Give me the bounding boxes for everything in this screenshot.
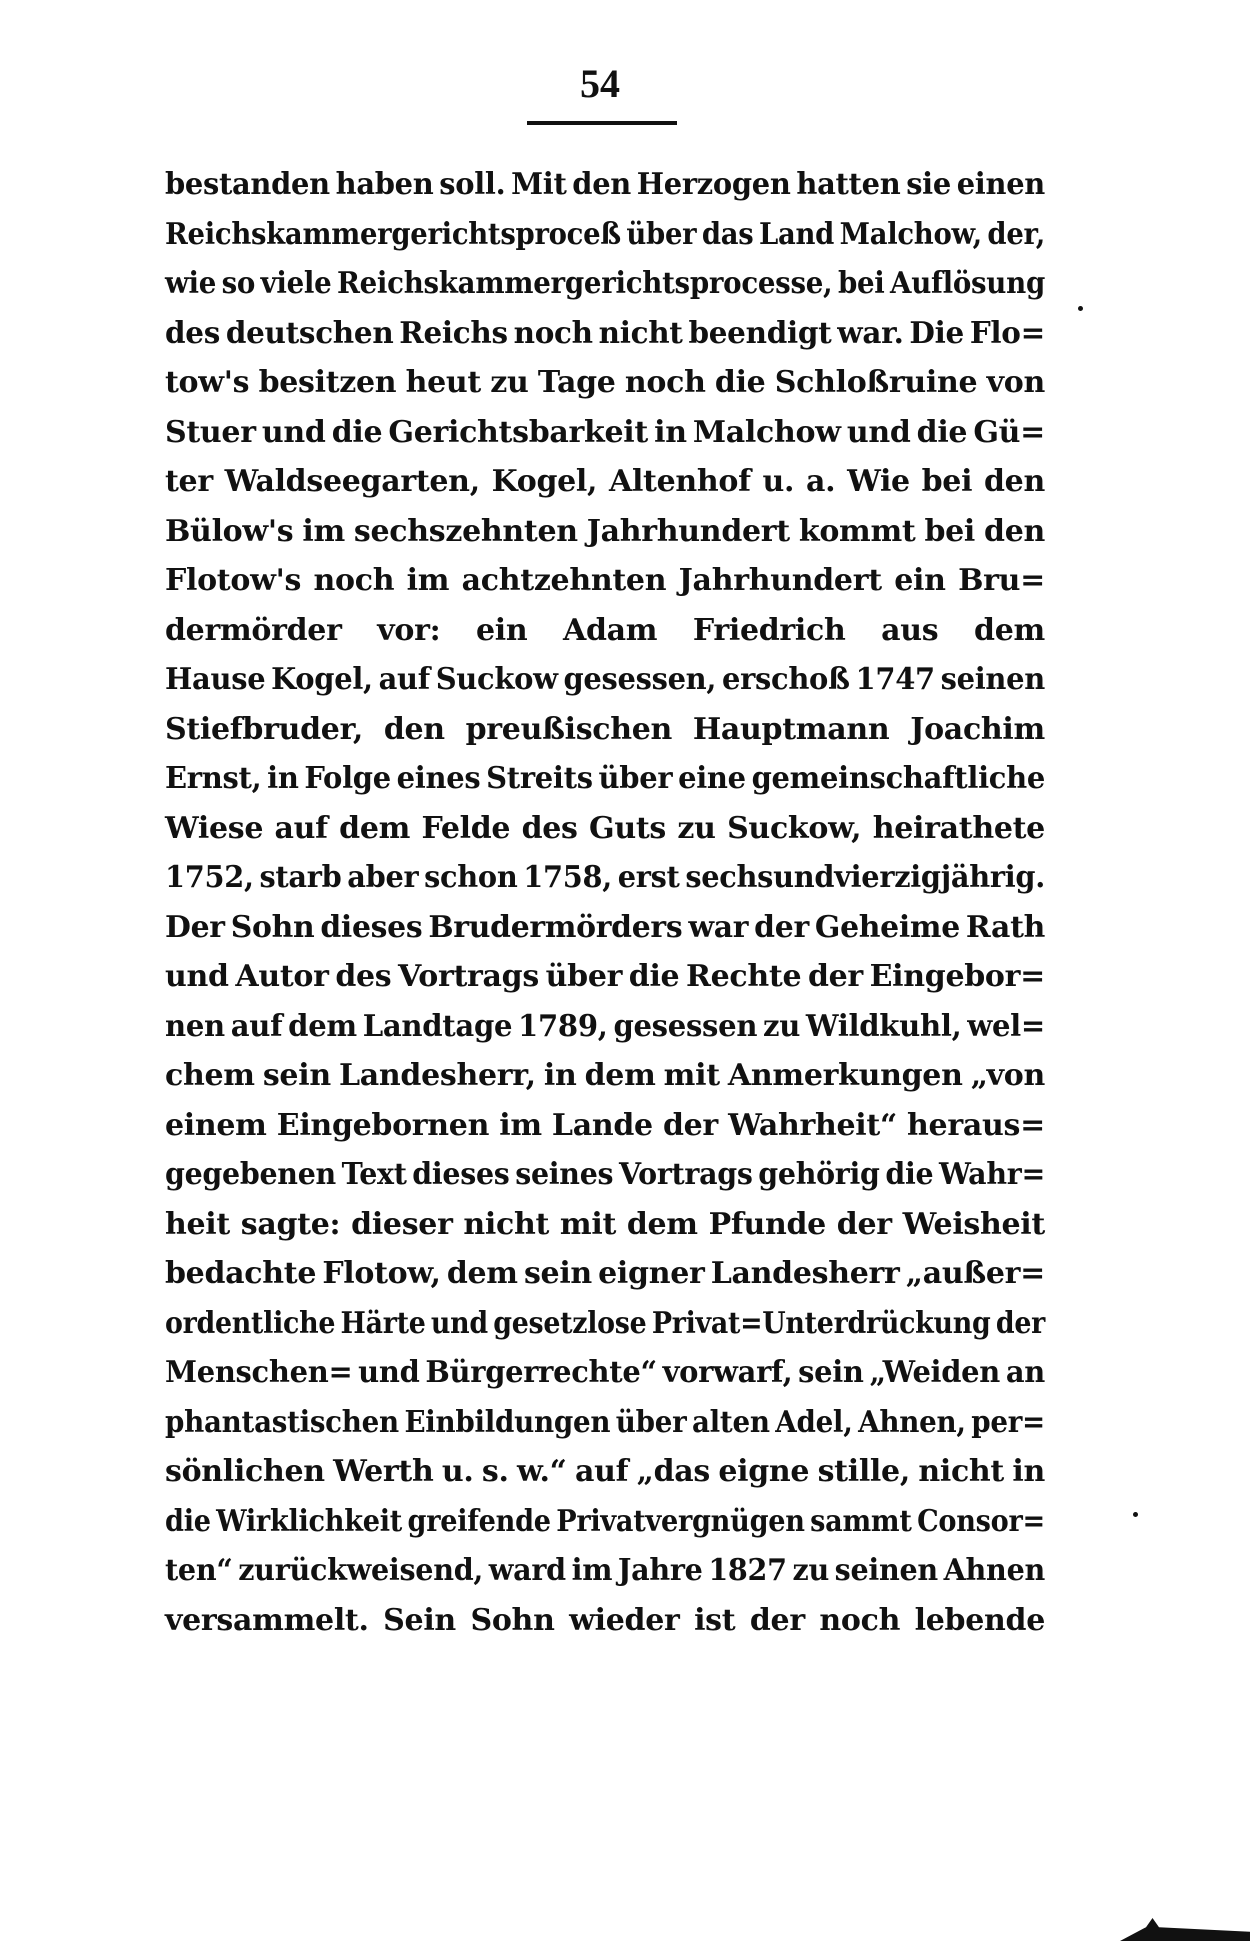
text-line bbox=[165, 358, 1045, 408]
word: Flotow's bbox=[165, 563, 302, 598]
word: Wildkuhl, bbox=[805, 1008, 962, 1044]
word: Kogel, bbox=[271, 662, 373, 697]
word: Guts bbox=[589, 810, 667, 846]
word: bei bbox=[924, 513, 976, 549]
word: sein bbox=[523, 1256, 592, 1291]
word: Rath bbox=[965, 909, 1045, 945]
word: der bbox=[754, 909, 809, 945]
word: Altenhof bbox=[608, 464, 751, 499]
word: Privat=Unterdrückung bbox=[651, 1305, 991, 1341]
word: bedachte bbox=[165, 1256, 317, 1291]
text-line bbox=[165, 754, 1045, 804]
word: über bbox=[598, 761, 673, 796]
word: Hauptmann bbox=[692, 711, 890, 747]
text-line bbox=[165, 1546, 1045, 1596]
word: Sohn bbox=[230, 909, 315, 945]
text-line bbox=[165, 705, 1045, 755]
word: im bbox=[499, 1107, 542, 1143]
word: zu bbox=[490, 365, 529, 400]
word: „außer= bbox=[905, 1256, 1045, 1291]
word: den bbox=[572, 167, 632, 202]
word: 1747 bbox=[855, 662, 935, 697]
word: Stuer bbox=[165, 414, 256, 450]
word: „das bbox=[636, 1454, 710, 1489]
word: 1758, bbox=[523, 860, 612, 895]
word: einen bbox=[956, 167, 1045, 202]
word: besitzen bbox=[258, 365, 397, 400]
word: Gü= bbox=[973, 414, 1045, 450]
word: gemeinschaftliche bbox=[751, 761, 1045, 796]
text-line bbox=[165, 1002, 1045, 1052]
word: ein bbox=[894, 563, 946, 598]
word: schon bbox=[424, 860, 518, 895]
word: dem bbox=[446, 1256, 518, 1291]
word: Felde bbox=[421, 810, 511, 846]
text-line bbox=[165, 1348, 1045, 1398]
text-line bbox=[165, 952, 1045, 1002]
word: erst bbox=[617, 860, 680, 895]
word: zu bbox=[677, 810, 716, 846]
word: die bbox=[916, 414, 968, 450]
word: sönlichen bbox=[165, 1454, 325, 1489]
header-rule bbox=[527, 121, 677, 125]
word: sein bbox=[798, 1355, 864, 1390]
word: und bbox=[358, 1355, 420, 1390]
word: Eingebornen bbox=[276, 1107, 490, 1143]
word: Land bbox=[758, 216, 835, 252]
word: von bbox=[986, 365, 1045, 400]
word: erschoß bbox=[721, 662, 850, 697]
text-line bbox=[165, 606, 1045, 656]
word: Malchow, bbox=[839, 216, 982, 252]
word: Reichskammergerichtsprocesse, bbox=[336, 266, 833, 301]
word: der bbox=[662, 1107, 718, 1143]
word: Schloßruine bbox=[774, 365, 978, 400]
word: Tage bbox=[537, 365, 616, 400]
word: war bbox=[688, 909, 749, 945]
word: dieses bbox=[320, 909, 423, 945]
text-line bbox=[165, 507, 1045, 557]
word: einem bbox=[165, 1107, 267, 1143]
word: „Weiden bbox=[869, 1355, 1001, 1390]
print-speck bbox=[1078, 306, 1083, 311]
word: bestanden bbox=[165, 167, 330, 202]
text-line bbox=[165, 1447, 1045, 1497]
word: Jahrhundert bbox=[678, 563, 882, 598]
word: viele bbox=[260, 266, 332, 301]
word: auf bbox=[378, 662, 430, 697]
word: dieser bbox=[351, 1206, 453, 1242]
word: an bbox=[1005, 1355, 1045, 1390]
word: aus bbox=[881, 612, 939, 648]
word: sein bbox=[262, 1058, 331, 1093]
word: Werth bbox=[333, 1454, 434, 1489]
word: aber bbox=[347, 860, 419, 895]
word: im bbox=[302, 513, 345, 549]
word: gesetzlose bbox=[493, 1305, 647, 1341]
word: so bbox=[221, 266, 256, 301]
word: Folge bbox=[304, 761, 391, 796]
text-line bbox=[165, 903, 1045, 953]
word: dem bbox=[974, 612, 1045, 648]
word: 1752, bbox=[165, 860, 254, 895]
word: sammt bbox=[810, 1503, 912, 1539]
word: auf bbox=[274, 810, 328, 846]
word: zu bbox=[792, 1553, 829, 1588]
word: seinen bbox=[940, 662, 1045, 697]
word: a. bbox=[805, 464, 836, 499]
word: gesessen bbox=[613, 1008, 758, 1044]
text-line bbox=[165, 556, 1045, 606]
word: Geheime bbox=[814, 909, 960, 945]
word: dem bbox=[288, 1008, 357, 1044]
word: nicht bbox=[598, 315, 683, 351]
word: dem bbox=[584, 1058, 656, 1093]
word: die bbox=[628, 959, 680, 994]
word: die bbox=[165, 1503, 211, 1539]
word: Brudermörders bbox=[428, 909, 683, 945]
word: Härte bbox=[340, 1305, 426, 1341]
word: Gerichtsbarkeit bbox=[388, 414, 648, 450]
word: Landesherr bbox=[710, 1256, 900, 1291]
text-line bbox=[165, 853, 1045, 903]
word: wel= bbox=[967, 1008, 1045, 1044]
text-line bbox=[165, 408, 1045, 458]
word: sagte: bbox=[240, 1206, 341, 1242]
word: Vortrags bbox=[398, 959, 539, 994]
text-line bbox=[165, 1101, 1045, 1151]
word: seinen bbox=[834, 1553, 938, 1588]
word: dieses bbox=[412, 1157, 510, 1192]
word: u. bbox=[762, 464, 795, 499]
word: greifende bbox=[407, 1503, 551, 1539]
text-line bbox=[165, 804, 1045, 854]
word: heit bbox=[165, 1206, 230, 1242]
word: starb bbox=[259, 860, 342, 895]
word: s. bbox=[481, 1454, 509, 1489]
word: ten“ bbox=[165, 1553, 233, 1588]
word: Wiese bbox=[165, 810, 264, 846]
word: Landtage bbox=[362, 1008, 513, 1044]
word: Lande bbox=[551, 1107, 653, 1143]
text-line bbox=[165, 1150, 1045, 1200]
word: sechsundvierzigjährig. bbox=[685, 860, 1045, 895]
word: vorwarf, bbox=[662, 1355, 793, 1390]
word: Wahr= bbox=[938, 1157, 1045, 1192]
word: ward bbox=[488, 1553, 566, 1588]
word: Privatvergnügen bbox=[556, 1503, 805, 1539]
word: Vortrags bbox=[618, 1157, 753, 1192]
word: ordentliche bbox=[165, 1305, 336, 1341]
word: Consor= bbox=[917, 1503, 1045, 1539]
word: sie bbox=[906, 167, 951, 202]
word: die bbox=[714, 365, 766, 400]
page-edge-shadow bbox=[1120, 1918, 1250, 1941]
text-line bbox=[165, 1497, 1045, 1547]
word: Landesherr, bbox=[338, 1058, 536, 1093]
word: auf bbox=[574, 1454, 629, 1489]
word: Rechte bbox=[686, 959, 802, 994]
word: versammelt. bbox=[165, 1602, 369, 1638]
word: und bbox=[261, 414, 326, 450]
word: Wirklichkeit bbox=[216, 1503, 403, 1539]
word: eines bbox=[396, 761, 481, 796]
word: und bbox=[165, 959, 229, 994]
word: w.“ bbox=[516, 1454, 567, 1489]
word: bei bbox=[837, 266, 885, 301]
word: dem bbox=[339, 810, 411, 846]
word: phantastischen bbox=[165, 1404, 399, 1440]
word: gegebenen bbox=[165, 1157, 336, 1192]
word: der bbox=[749, 1602, 805, 1638]
word: Waldseegarten, bbox=[224, 464, 480, 499]
word: zu bbox=[763, 1008, 801, 1044]
word: und bbox=[846, 414, 911, 450]
word: Bru= bbox=[958, 563, 1045, 598]
word: die bbox=[885, 1157, 934, 1192]
word: seines bbox=[515, 1157, 614, 1192]
text-line bbox=[165, 259, 1045, 309]
word: Stiefbruder, bbox=[165, 711, 364, 747]
word: eine bbox=[678, 761, 746, 796]
word: achtzehnten bbox=[461, 563, 667, 598]
text-line bbox=[165, 655, 1045, 705]
word: Ahnen bbox=[943, 1553, 1045, 1588]
word: nicht bbox=[918, 1454, 1004, 1489]
word: 1789, bbox=[518, 1008, 608, 1044]
word: Einbildungen bbox=[404, 1404, 611, 1440]
word: Herzogen bbox=[636, 167, 791, 202]
text-line bbox=[165, 1249, 1045, 1299]
word: vor: bbox=[377, 612, 441, 648]
word: Menschen= bbox=[165, 1355, 353, 1390]
word: Eingebor= bbox=[869, 959, 1045, 994]
word: tow's bbox=[165, 365, 250, 400]
word: u. bbox=[441, 1454, 474, 1489]
word: Mit bbox=[511, 167, 567, 202]
word: haben bbox=[335, 167, 434, 202]
word: zurückweisend, bbox=[238, 1553, 484, 1588]
word: dem bbox=[626, 1206, 698, 1242]
word: Adam bbox=[563, 612, 658, 648]
word: Friedrich bbox=[692, 612, 846, 648]
word: der bbox=[836, 1206, 892, 1242]
word: Jahre bbox=[617, 1553, 703, 1588]
word: den bbox=[984, 513, 1045, 549]
word: gesessen, bbox=[563, 662, 717, 697]
word: heraus= bbox=[907, 1107, 1045, 1143]
text-line bbox=[165, 210, 1045, 260]
word: der, bbox=[987, 216, 1045, 252]
word: Flo= bbox=[969, 315, 1045, 351]
text-line bbox=[165, 1051, 1045, 1101]
word: kommt bbox=[798, 513, 916, 549]
word: bei bbox=[921, 464, 973, 499]
word: Sohn bbox=[470, 1602, 555, 1638]
word: lebende bbox=[914, 1602, 1045, 1638]
page-number: 54 bbox=[580, 61, 620, 106]
word: 1827 bbox=[708, 1553, 787, 1588]
word: über bbox=[545, 959, 623, 994]
word: Jahrhundert bbox=[586, 513, 790, 549]
word: Streits bbox=[486, 761, 593, 796]
word: war. bbox=[837, 315, 904, 351]
word: Ahnen, bbox=[858, 1404, 966, 1440]
word: Der bbox=[165, 909, 225, 945]
word: Autor bbox=[235, 959, 329, 994]
word: sechszehnten bbox=[353, 513, 578, 549]
word: Joachim bbox=[910, 711, 1045, 747]
word: Hause bbox=[165, 662, 266, 697]
word: soll. bbox=[439, 167, 506, 202]
text-line bbox=[165, 1596, 1045, 1646]
word: noch bbox=[313, 563, 395, 598]
word: wieder bbox=[569, 1602, 680, 1638]
word: Weisheit bbox=[902, 1206, 1045, 1242]
body-text bbox=[165, 160, 1045, 1645]
word: die bbox=[331, 414, 383, 450]
word: des bbox=[335, 959, 392, 994]
word: Ernst, bbox=[165, 761, 262, 796]
word: über bbox=[626, 216, 697, 252]
word: hatten bbox=[796, 167, 901, 202]
word: Wie bbox=[847, 464, 910, 499]
word: des bbox=[521, 810, 578, 846]
word: mit bbox=[559, 1206, 617, 1242]
word: Adel, bbox=[775, 1404, 853, 1440]
word: Pfunde bbox=[708, 1206, 826, 1242]
word: preußischen bbox=[465, 711, 673, 747]
word: gehörig bbox=[758, 1157, 880, 1192]
text-line bbox=[165, 1299, 1045, 1349]
word: eigne bbox=[718, 1454, 810, 1489]
word: in bbox=[543, 1058, 577, 1093]
word: in bbox=[654, 414, 687, 450]
word: auf bbox=[230, 1008, 283, 1044]
word: im bbox=[571, 1553, 613, 1588]
word: Text bbox=[341, 1157, 407, 1192]
word: per= bbox=[971, 1404, 1045, 1440]
word: beendigt bbox=[688, 315, 832, 351]
word: und bbox=[430, 1305, 488, 1341]
word: der bbox=[807, 959, 863, 994]
word: nen bbox=[165, 1008, 225, 1044]
word: ist bbox=[694, 1602, 736, 1638]
word: Auflösung bbox=[890, 266, 1045, 301]
word: Reichs bbox=[399, 315, 508, 351]
word: dermörder bbox=[165, 612, 342, 648]
word: deutschen bbox=[225, 315, 394, 351]
word: in bbox=[267, 761, 299, 796]
word: Kogel, bbox=[491, 464, 598, 499]
word: Suckow, bbox=[727, 810, 862, 846]
word: „von bbox=[970, 1058, 1045, 1093]
word: noch bbox=[513, 315, 593, 351]
text-line bbox=[165, 160, 1045, 210]
word: das bbox=[701, 216, 754, 252]
word: der bbox=[995, 1305, 1045, 1341]
word: nicht bbox=[463, 1206, 550, 1242]
word: Malchow bbox=[692, 414, 841, 450]
text-line bbox=[165, 457, 1045, 507]
word: noch bbox=[819, 1602, 901, 1638]
text-line bbox=[165, 309, 1045, 359]
word: Wahrheit“ bbox=[728, 1107, 897, 1143]
word: den bbox=[983, 464, 1045, 499]
word: mit bbox=[663, 1058, 720, 1093]
word: Bürgerrechte“ bbox=[425, 1355, 657, 1390]
print-speck bbox=[1133, 1512, 1138, 1517]
word: Bülow's bbox=[165, 513, 294, 549]
word: eigner bbox=[598, 1256, 705, 1291]
word: ein bbox=[475, 612, 528, 648]
word: wie bbox=[165, 266, 217, 301]
word: heirathete bbox=[872, 810, 1045, 846]
word: stille, bbox=[817, 1454, 910, 1489]
word: chem bbox=[165, 1058, 255, 1093]
word: Anmerkungen bbox=[727, 1058, 963, 1093]
word: heut bbox=[405, 365, 481, 400]
word: ter bbox=[165, 464, 213, 499]
word: des bbox=[165, 315, 220, 351]
text-line bbox=[165, 1200, 1045, 1250]
word: Suckow bbox=[435, 662, 558, 697]
word: alten bbox=[691, 1404, 770, 1440]
word: über bbox=[615, 1404, 687, 1440]
word: Reichskammergerichtsproceß bbox=[165, 216, 621, 252]
word: Flotow, bbox=[322, 1256, 441, 1291]
word: Sein bbox=[383, 1602, 456, 1638]
word: Die bbox=[909, 315, 964, 351]
word: in bbox=[1012, 1454, 1045, 1489]
word: den bbox=[383, 711, 445, 747]
word: im bbox=[406, 563, 450, 598]
word: noch bbox=[624, 365, 706, 400]
text-line bbox=[165, 1398, 1045, 1448]
